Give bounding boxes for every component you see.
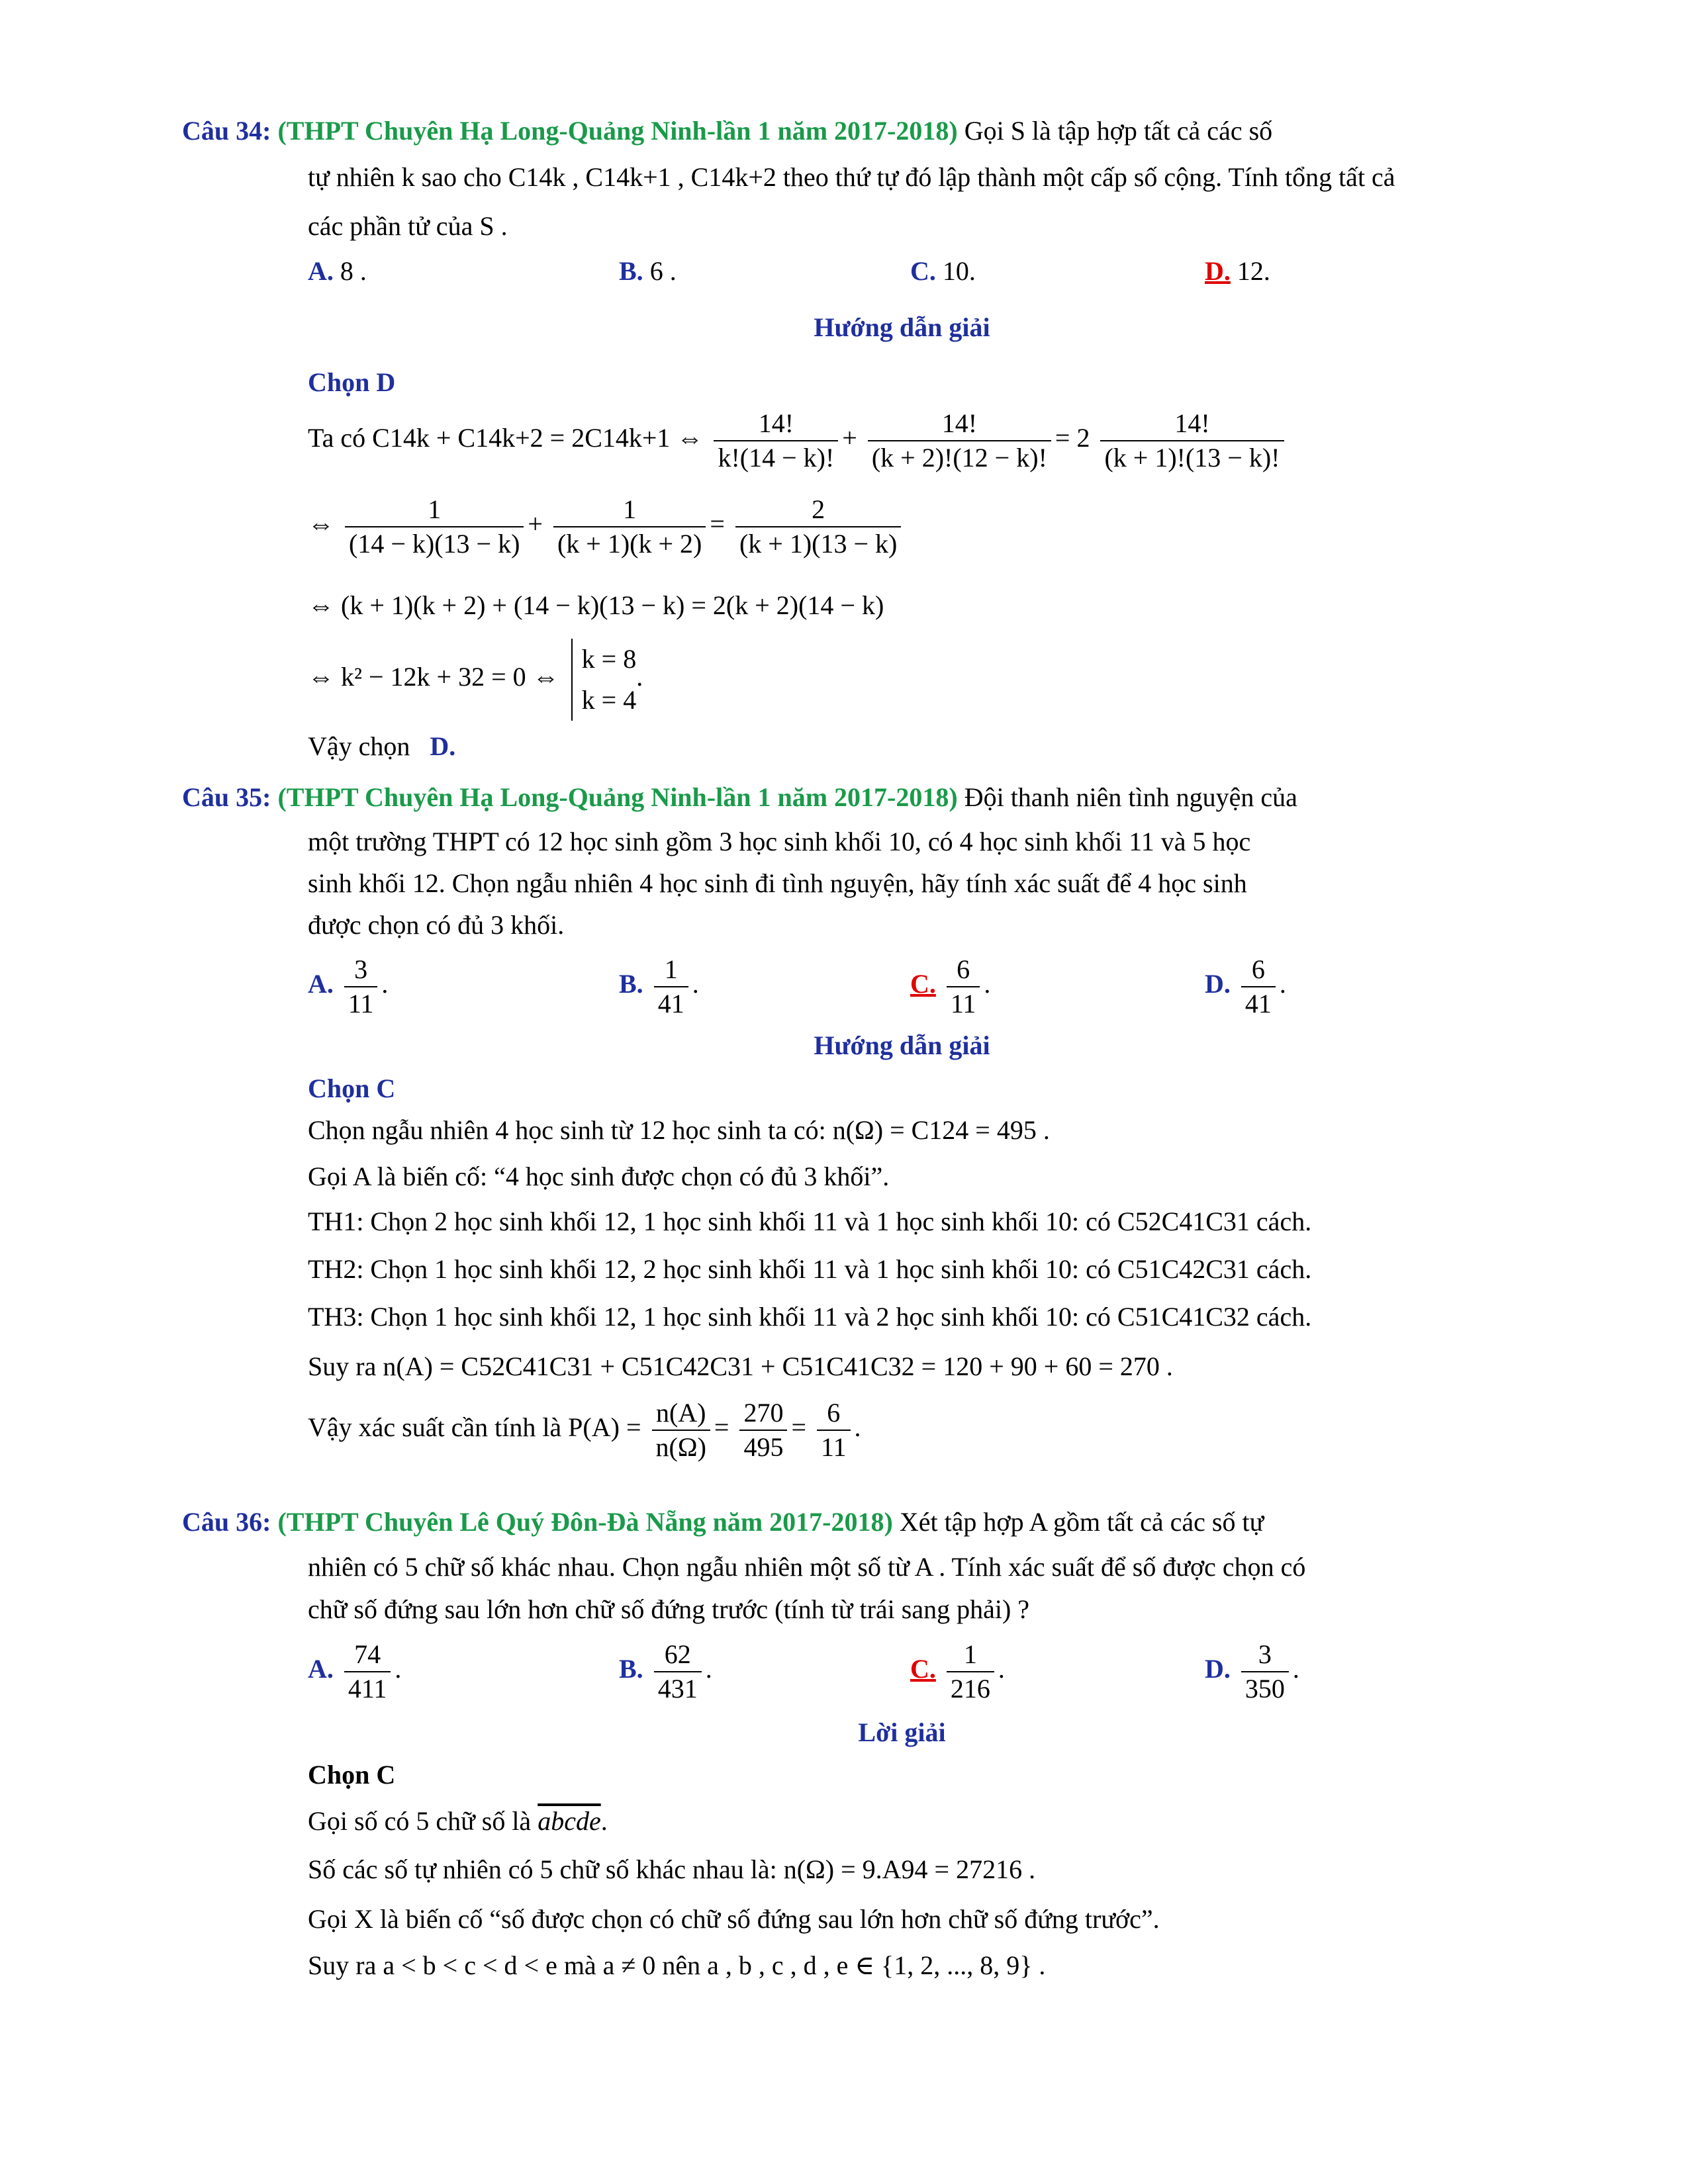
q35-step-7: Vậy xác suất cần tính là P(A) = $\frac{n(A)}{n(\Omega)}$ = $\frac{270}{495}$ = $\frac{6}{11}$ . [308,1396,861,1464]
eq4-main: ⇔ k² − 12k + 32 = 0 ⇔ [308,662,559,692]
eq2-fraction-2: $\frac{1}{(k + 1)(k + 2)}$ [553,493,706,561]
option-letter-correct: D. [1205,256,1231,286]
q36-option-a[interactable]: A. $\frac{74}{411}$ . [308,1638,401,1706]
q35-label: Câu 35: [182,782,271,812]
eq2-fraction-1: $\frac{1}{(14 - k)(13 - k)}$ [345,493,524,561]
q34-conclusion: Vậy chọn D. [308,731,456,761]
q35-step-3: TH1: Chọn 2 học sinh khối 12, 1 học sinh khối 11 và 1 học sinh khối 10: có C52C41C31 cách. [308,1206,1312,1236]
q36-source: (THPT Chuyên Lê Quý Đôn-Đà Nẵng năm 2017-2018) [277,1507,893,1537]
q35-text-1: Đội thanh niên tình nguyện của [964,782,1297,812]
eq1-fraction-2: $\frac{14!}{(k + 2)!(12 - k)!}$ [868,407,1051,475]
q35-choice: Chọn C [308,1073,396,1103]
q36-step-3: Gọi X là biến cố “số được chọn có chữ số đứng sau lớn hơn chữ số đứng trước”. [308,1904,1160,1934]
q34-text-2: tự nhiên k sao cho C14k , C14k+1 , C14k+2 theo thứ tự đó lập thành một cấp số cộng. Tính tổng tất cả [308,162,1395,192]
q35-source: (THPT Chuyên Hạ Long-Quảng Ninh-lần 1 năm 2017-2018) [277,782,958,812]
q36-option-b[interactable]: B. $\frac{62}{431}$ . [619,1638,712,1706]
q34-choice: Chọn D [308,367,396,397]
q34-option-c[interactable] [910,258,976,285]
q36-heading: Lời giải [858,1717,946,1747]
q35-step-2: Gọi A là biến cố: “4 học sinh được chọn có đủ 3 khối”. [308,1161,890,1191]
s7-fraction-2: $\frac{270}{495}$ [739,1396,787,1464]
q35-option-c[interactable]: C. $\frac{6}{11}$ . [910,953,990,1021]
s7-fraction-1: $\frac{n(A)}{n(\Omega)}$ [652,1396,710,1464]
option-letter: B. [619,256,643,286]
q34-option-a[interactable] [308,258,367,285]
q36-step-1: Gọi số có 5 chữ số là abcde. [308,1806,608,1836]
q34-heading: Hướng dẫn giải [814,312,990,342]
eq2-fraction-3: $\frac{2}{(k + 1)(13 - k)}$ [735,493,901,561]
q35-step-6: Suy ra n(A) = C52C41C31 + C51C42C31 + C51C41C32 = 120 + 90 + 60 = 270 . [308,1351,1173,1381]
q35-step-4: TH2: Chọn 1 học sinh khối 12, 2 học sinh khối 11 và 1 học sinh khối 10: có C51C42C31 cách. [308,1254,1312,1284]
eq4-cases: k = 8 k = 4 [571,639,637,721]
option-fraction: $\frac{1}{216}$ [947,1638,994,1706]
q34-eq2: ⇔ $\frac{1}{(14 - k)(13 - k)}$ + $\frac{1}{(k + 1)(k + 2)}$ = $\frac{2}{(k + 1)(13 - k)}$ [308,493,905,561]
q35-option-d[interactable]: D. $\frac{6}{41}$ . [1205,953,1286,1021]
q35-heading: Hướng dẫn giải [814,1030,990,1060]
option-value: 10. [942,256,976,286]
q34-eq3: ⇔ (k + 1)(k + 2) + (14 − k)(13 − k) = 2(k + 2)(14 − k) [308,590,884,620]
option-value: 12. [1237,256,1270,286]
eq1-intro: Ta có [308,423,366,453]
q34-text-1: Gọi S là tập hợp tất cả các số [964,116,1273,146]
q35-text-3: sinh khối 12. Chọn ngẫu nhiên 4 học sinh đi tình nguyện, hãy tính xác suất để 4 học sinh [308,868,1247,898]
option-fraction: $\frac{1}{41}$ [654,953,688,1021]
q35-option-a[interactable]: A. $\frac{3}{11}$ . [308,953,388,1021]
option-letter: C. [910,256,936,286]
option-fraction: $\frac{62}{431}$ [654,1638,702,1706]
q35-step-5: TH3: Chọn 1 học sinh khối 12, 1 học sinh khối 11 và 2 học sinh khối 10: có C51C41C32 cách. [308,1302,1312,1332]
abcde-number: abcde [538,1806,601,1836]
q35-option-b[interactable]: B. $\frac{1}{41}$ . [619,953,699,1021]
q34-option-b[interactable] [619,258,677,285]
q34-line-1 [182,118,1272,144]
q34-eq1: Ta có C14k + C14k+2 = 2C14k+1 ⇔ $\frac{14!}{k!(14 - k)!}$ + $\frac{14!}{(k + 2)!(12 - k)!}$ = 2 $\frac{14!}{(k + 1)!(13 - k)!}$ [308,407,1288,475]
option-fraction: $\frac{74}{411}$ [344,1638,391,1706]
q36-text-2: nhiên có 5 chữ số khác nhau. Chọn ngẫu nhiên một số từ A . Tính xác suất để số được chọn có [308,1552,1306,1582]
q36-step-2: Số các số tự nhiên có 5 chữ số khác nhau là: n(Ω) = 9.A94 = 27216 . [308,1854,1036,1884]
eq1-fraction-3: $\frac{14!}{(k + 1)!(13 - k)!}$ [1100,407,1284,475]
q34-label: Câu 34: [182,116,271,146]
q36-label: Câu 36: [182,1507,271,1537]
q34-text-3: các phần tử của S . [308,211,508,241]
q36-choice: Chọn C [308,1760,396,1790]
q35-text-2: một trường THPT có 12 học sinh gồm 3 học sinh khối 10, có 4 học sinh khối 11 và 5 học [308,827,1251,856]
option-fraction: $\frac{6}{11}$ [947,953,980,1021]
q34-option-d[interactable] [1205,258,1270,285]
option-value: 6 . [649,256,677,286]
option-letter: A. [308,256,334,286]
q36-text-3: chữ số đứng sau lớn hơn chữ số đứng trước (tính từ trái sang phải) ? [308,1594,1030,1624]
q34-eq4: ⇔ k² − 12k + 32 = 0 ⇔ k = 8 k = 4 . [308,639,643,721]
eq1-fraction-1: $\frac{14!}{k!(14 - k)!}$ [714,407,838,475]
q36-text-1: Xét tập hợp A gồm tất cả các số tự [899,1507,1264,1537]
q35-line-1 [182,784,1297,811]
q34-source: (THPT Chuyên Hạ Long-Quảng Ninh-lần 1 năm 2017-2018) [277,116,958,146]
q36-line-1 [182,1509,1264,1535]
q36-option-c[interactable]: C. $\frac{1}{216}$ . [910,1638,1005,1706]
q35-text-4: được chọn có đủ 3 khối. [308,910,565,940]
q36-step-4: Suy ra a < b < c < d < e mà a ≠ 0 nên a , b , c , d , e ∈ {1, 2, ..., 8, 9} . [308,1950,1046,1980]
s7-fraction-3: $\frac{6}{11}$ [817,1396,851,1464]
q35-step-1: Chọn ngẫu nhiên 4 học sinh từ 12 học sinh ta có: n(Ω) = C124 = 495 . [308,1115,1050,1145]
eq1-lhs: C14k + C14k+2 = 2C14k+1 ⇔ [372,423,704,453]
option-fraction: $\frac{3}{350}$ [1241,1638,1289,1706]
q36-option-d[interactable]: D. $\frac{3}{350}$ . [1205,1638,1299,1706]
option-fraction: $\frac{6}{41}$ [1241,953,1276,1021]
option-fraction: $\frac{3}{11}$ [344,953,378,1021]
option-value: 8 . [340,256,367,286]
